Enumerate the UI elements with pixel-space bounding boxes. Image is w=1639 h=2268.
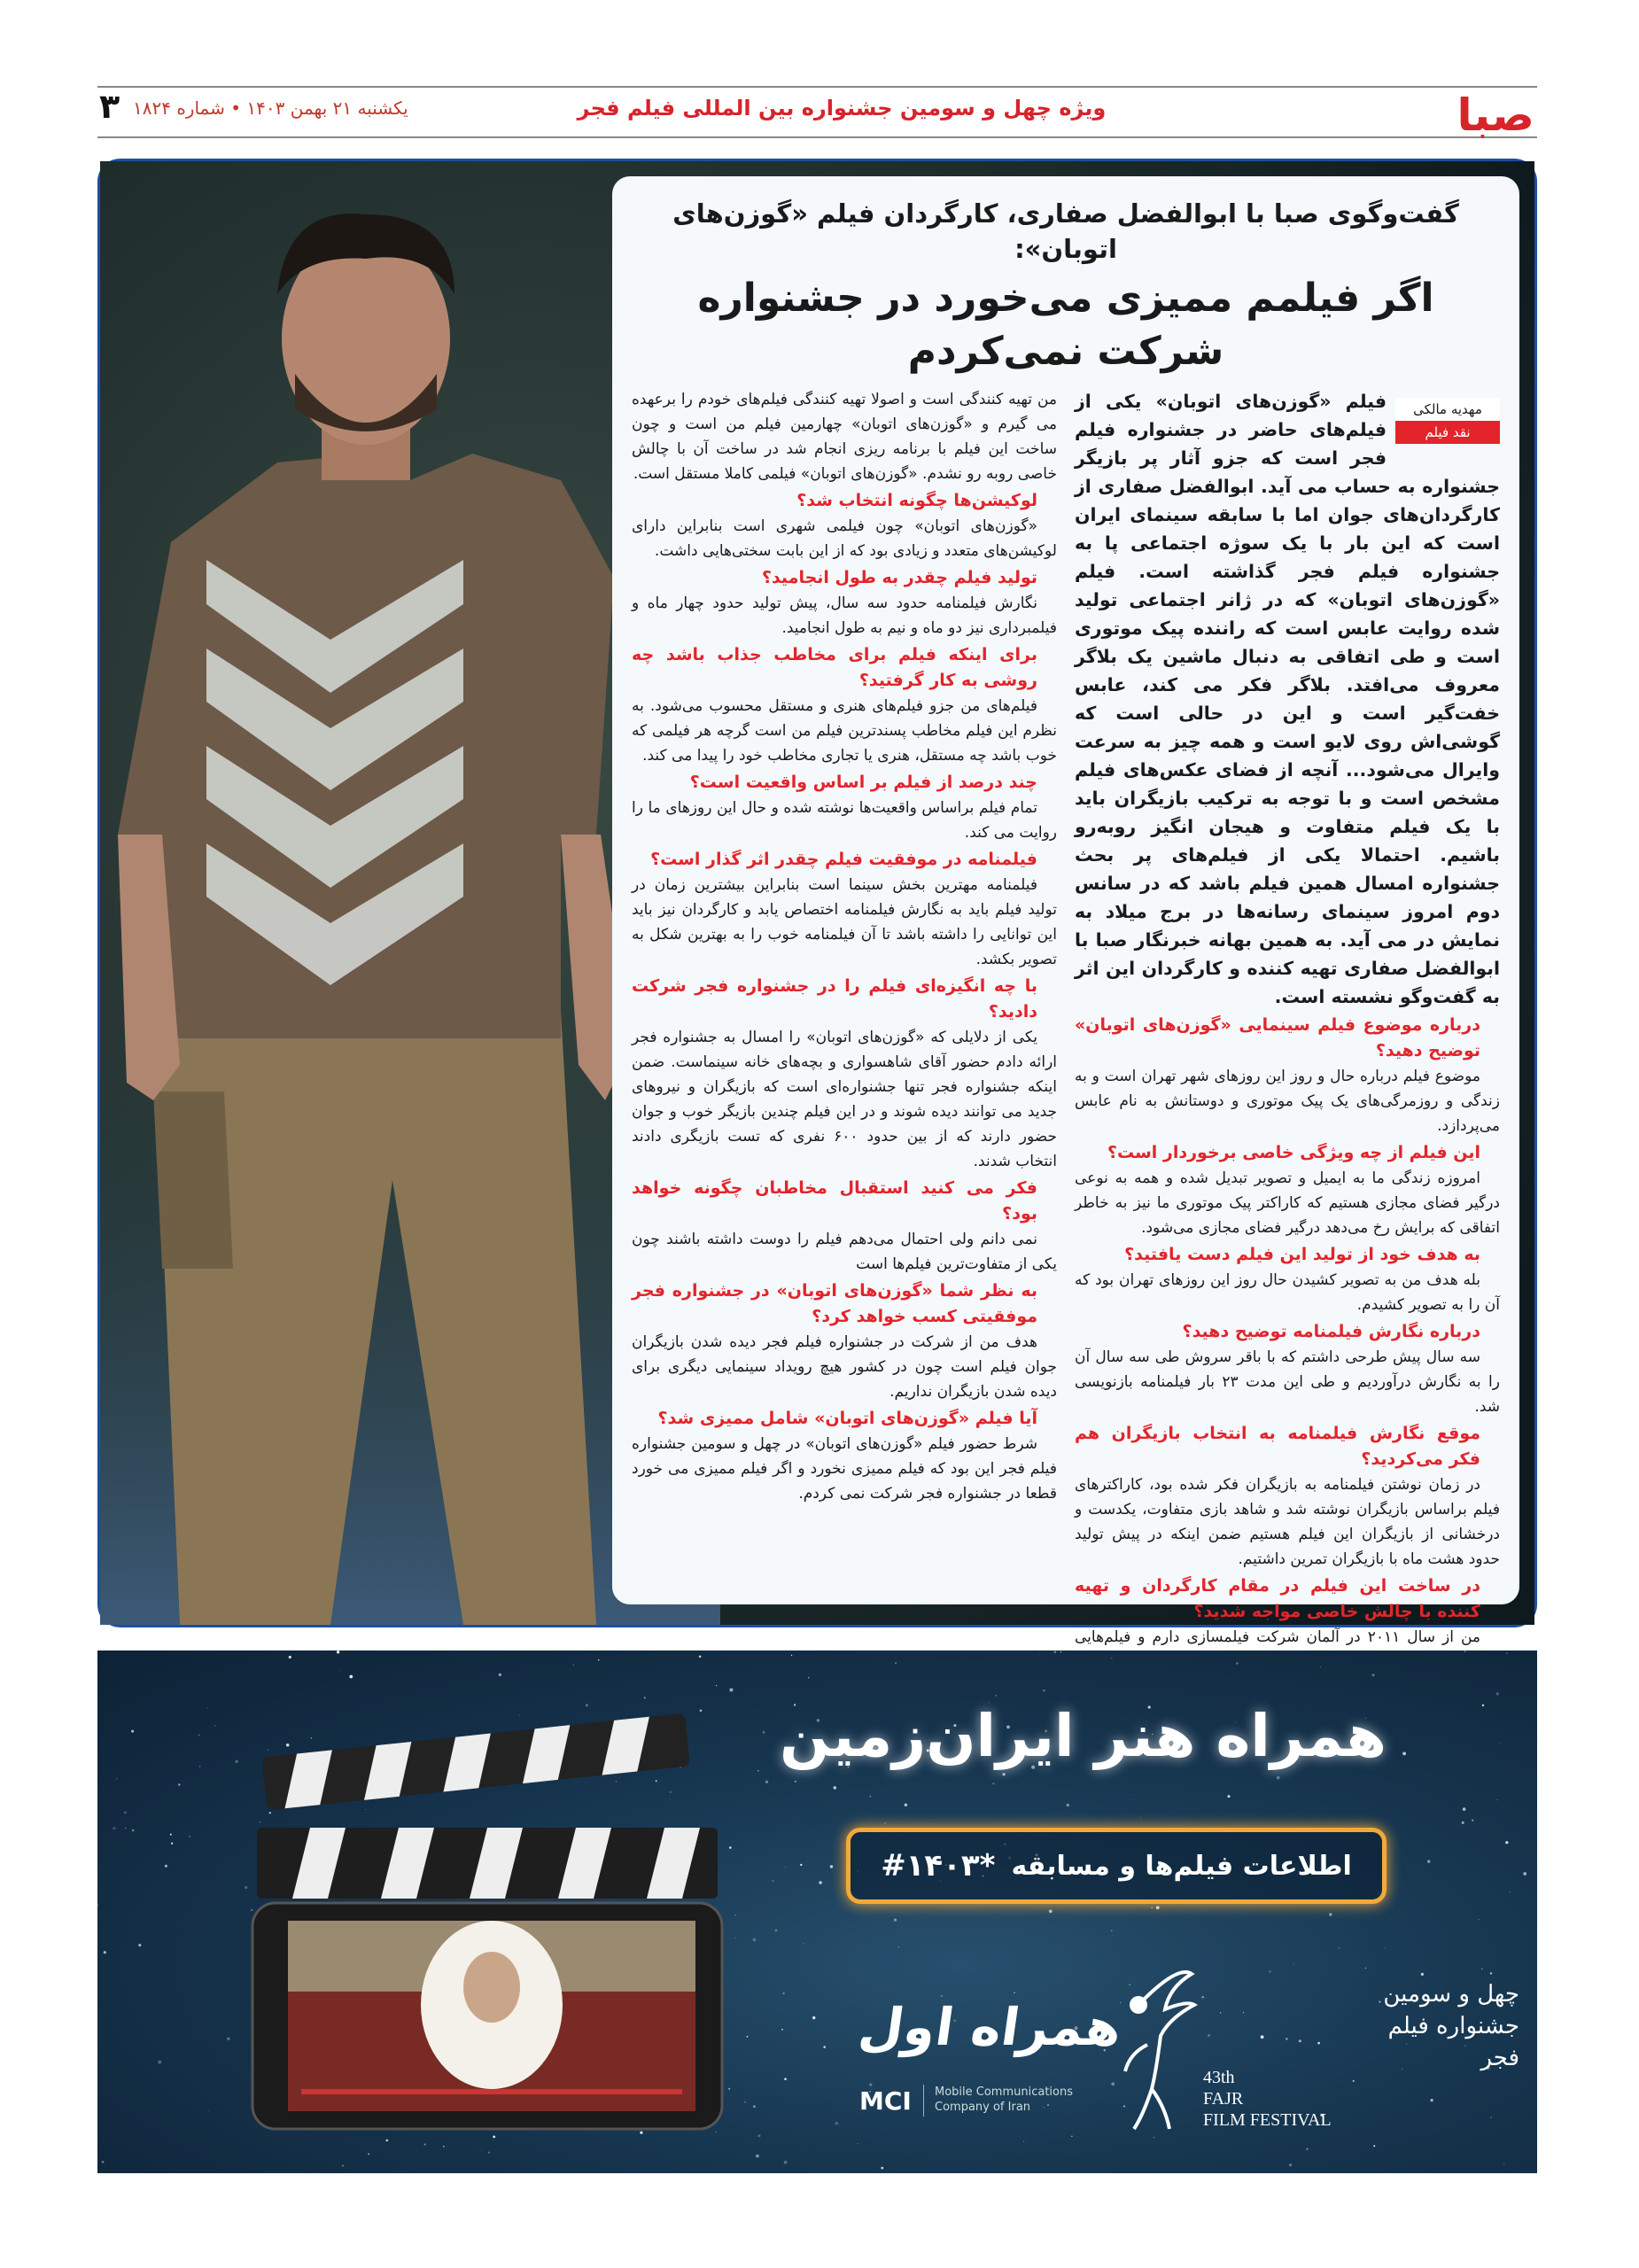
ad-info-label: اطلاعات فیلم‌ها و مسابقه: [1011, 1850, 1352, 1882]
star: [716, 1685, 717, 1686]
star: [481, 2150, 482, 2151]
star: [1156, 1906, 1160, 1909]
star: [1220, 2012, 1221, 2013]
star: [521, 2172, 522, 2173]
star: [1338, 1947, 1340, 1949]
star: [1500, 1743, 1501, 1744]
star: [1464, 1651, 1466, 1652]
star: [386, 2140, 389, 2142]
article-headline: اگر فیلمم ممیزی می‌خورد در جشنواره شرکت نمی‌کردم: [697, 276, 1434, 374]
star: [1269, 1970, 1271, 1973]
right-qa-list: [1075, 1013, 1500, 1674]
star: [992, 1783, 994, 1784]
star: [368, 2154, 369, 2155]
star: [819, 1881, 822, 1884]
star: [753, 2105, 756, 2108]
issue-date: یکشنبه ۲۱ بهمن ۱۴۰۳ • شماره ۱۸۲۴: [133, 97, 408, 119]
interview-question: برای اینکه فیلم برای مخاطب جذاب باشد چه روشی به کار گرفتید؟: [632, 645, 1037, 690]
left-qa-list: [632, 387, 1057, 1506]
star: [138, 1944, 141, 1946]
star: [1111, 2082, 1115, 2085]
star: [894, 1919, 897, 1922]
star: [488, 2152, 490, 2154]
star: [1054, 1651, 1056, 1653]
star: [165, 1865, 167, 1868]
star: [1060, 1651, 1061, 1652]
star: [1317, 2042, 1320, 2045]
interview-question: آیا فیلم «گوزن‌های اتوبان» شامل ممیزی شد؟: [657, 1409, 1037, 1428]
star: [170, 1834, 172, 1836]
star: [800, 1864, 802, 1866]
newspaper-logo[interactable]: صبا: [1456, 89, 1534, 141]
star: [1506, 1652, 1507, 1653]
interview-question: به نظر شما «گوزن‌های اتوبان» در جشنواره فجر موفقیتی کسب خواهد کرد؟: [632, 1281, 1037, 1326]
star: [758, 2134, 761, 2137]
section-title: ویژه چهل و سومین جشنواره بین المللی فیلم فجر: [577, 96, 1107, 120]
fajr-name: FAJR: [1203, 2089, 1244, 2109]
star: [1043, 1689, 1045, 1691]
interview-answer: بله هدف من به تصویر کشیدن حال روز این روزهای تهران بود که آن را به تصویر کشیدم.: [1075, 1271, 1500, 1314]
star: [1286, 2038, 1287, 2039]
star: [905, 1804, 907, 1806]
ad-headline: همراه هنر ایران‌زمین: [780, 1702, 1387, 1770]
interview-question: به هدف خود از تولید این فیلم دست یافتید؟: [1124, 1245, 1480, 1264]
star: [519, 1714, 520, 1715]
star: [178, 1783, 180, 1785]
star: [1039, 1654, 1040, 1655]
star: [171, 1843, 173, 1845]
article-lede: فیلم «گوزن‌های اتوبان» یکی از فیلم‌های حاضر در جشنواره فیلم فجر است که جزو آثار پر بازیگر جشنواره به حساب می آید. ابوالفضل صفاری از کارگردان‌های جوان اما با سابقه سینمای ایران است که این بار با یک سوژه اجتماعی پا به جشنواره فیلم فجر گذاشته است. فیلم «گوزن‌های اتوبان» که در ژانر اجتماعی تولید شده روایت عابس است که راننده پیک موتوری است و طی اتفاقی به دنبال ماشین یک بلاگر معروف می‌افتد. بلاگر فکر می کند، عابس خفت‌گیر است و این در حالی است که گوشی‌اش روی لایو است و همه چیز به سرعت وایرال می‌شود... آنچه از فضای عکس‌های فیلم مشخص است و با توجه به ترکیب بازیگران باید با یک فیلم متفاوت و هیجان انگیز روبه‌رو باشیم. احتمالا یکی از فیلم‌های پر بحث جشنواره امسال همین فیلم باشد که در سانس دوم امروز سینمای رسانه‌ها در برج میلاد به نمایش در می آید. به همین بهانه خبرنگار صبا با ابوالفضل صفاری تهیه کننده و کارگردان این اثر به گفت‌وگو نشسته است.: [1075, 391, 1500, 1007]
fajr-festival-english: [1203, 2067, 1349, 2131]
interview-answer: هدف من از شرکت در جشنواره فیلم فجر دیده شدن بازیگران جوان فیلم است چون در کشور هیچ رویداد سینمایی دیگری برای دیده شدن بازیگران نداریم.: [632, 1333, 1057, 1401]
star: [206, 1707, 207, 1708]
star: [1481, 1969, 1483, 1970]
star: [340, 1670, 341, 1671]
star: [1293, 1964, 1294, 1965]
star: [1431, 2099, 1433, 2101]
star: [1505, 1841, 1508, 1844]
fajr-subtitle: FILM FESTIVAL: [1203, 2110, 1332, 2130]
star: [1071, 2136, 1072, 2137]
star: [1490, 1972, 1492, 1974]
interview-answer: من تهیه کنندگی است و اصولا تهیه کنندگی فیلم‌های خودم را برعهده می گیرم و «گوزن‌های اتوبان» چهارمین فیلم من است و چون ساخت این فیلم با برنامه ریزی انجام شد در ساخت آن با چالش خاصی روبه رو نشدم. «گوزن‌های اتوبان» فیلمی کاملا مستقل است.: [632, 391, 1057, 483]
top-rule: [97, 86, 1537, 88]
advertisement-banner[interactable]: [97, 1651, 1537, 2173]
star: [131, 1730, 134, 1733]
interview-answer: تمام فیلم براساس واقعیت‌ها نوشته شده و حال این روزهای ما را روایت می کند.: [632, 799, 1057, 842]
interview-question: با چه انگیزه‌ای فیلم را در جشنواره فجر شرکت دادید؟: [632, 976, 1037, 1021]
star: [189, 1836, 190, 1837]
article-panel: [612, 176, 1519, 1646]
star: [598, 1659, 600, 1661]
interview-question: درباره موضوع فیلم سینمایی «گوزن‌های اتوبان» توضیح دهید؟: [1075, 1015, 1480, 1060]
ad-code-box[interactable]: [846, 1828, 1387, 1904]
star: [756, 2155, 759, 2158]
interview-answer: سه سال پیش طرحی داشتم که با باقر سروش طی سه سال آن را به نگارش درآوردیم و طی این مدت ۲۳ بار فیلمنامه بازنویسی شد.: [1075, 1348, 1500, 1416]
star: [1490, 2117, 1492, 2118]
star: [881, 2167, 883, 2170]
star: [132, 1829, 135, 1832]
star: [835, 2122, 839, 2125]
star: [747, 2036, 749, 2038]
star: [1503, 2164, 1505, 2166]
star: [125, 1828, 126, 1829]
mci-abbr: MCI: [859, 2086, 912, 2116]
star: [1462, 1821, 1464, 1824]
star: [1427, 1860, 1430, 1862]
interview-answer: شرط حضور فیلم «گوزن‌های اتوبان» در چهل و سومین جشنواره فیلم فجر این بود که فیلم ممیزی نخورد و اگر فیلم ممیزی می خورد قطعا در جشنواره فجر شرکت نمی کردم.: [632, 1435, 1057, 1503]
star: [493, 2136, 495, 2139]
star: [1208, 2034, 1210, 2037]
star: [699, 1656, 702, 1658]
star: [895, 1662, 897, 1664]
interview-answer: فیلم‌های من جزو فیلم‌های هنری و مستقل محسوب می‌شود. به نظرم این فیلم مخاطب پسندترین فیلم من است گرچه هر فیلمی که خوب باشد چه مستقل، هنری یا تجاری مخاطب خود را پیدا می کند.: [632, 697, 1057, 765]
star: [102, 2161, 105, 2163]
interview-answer: در زمان نوشتن فیلمنامه به بازیگران فکر شده بود، کاراکترهای فیلم براساس بازیگران نوشته شد و شاهد بازی متفاوت، یکدست و درخشانی از بازیگران این فیلم هستیم ضمن اینکه در پیش تولید حدود هشت ماه با بازیگران تمرین داشتیم.: [1075, 1476, 1500, 1568]
star: [1261, 2035, 1264, 2039]
star: [337, 1651, 339, 1653]
article-column-right: [1075, 387, 1500, 1646]
star: [443, 2146, 445, 2148]
star: [1472, 1820, 1473, 1821]
article-column-left: [632, 387, 1057, 1590]
star: [116, 1778, 117, 1779]
star: [124, 1811, 127, 1814]
star: [1277, 1776, 1280, 1780]
ad-ussd-code: #۱۴۰۳*: [881, 1848, 996, 1884]
fajr-festival-persian-logo: چهل و سومین جشنواره فیلم فجر: [1383, 1981, 1519, 2071]
star: [700, 1710, 703, 1713]
star: [1307, 2148, 1309, 2150]
star: [869, 1796, 871, 1798]
interview-question: فکر می کنید استقبال مخاطبان چگونه خواهد بود؟: [632, 1178, 1037, 1223]
star: [113, 1827, 115, 1829]
article-columns: [632, 387, 1500, 1646]
star: [1141, 1817, 1142, 1818]
star: [763, 1731, 765, 1733]
interview-answer: نگارش فیلمنامه حدود سه سال، پیش تولید حدود چهار ماه و فیلمبرداری نیز دو ماه و نیم به طول انجامید.: [632, 594, 1057, 637]
star: [808, 1677, 810, 1679]
star: [729, 1689, 733, 1692]
star: [1236, 1662, 1238, 1664]
interview-question: درباره نگارش فیلمنامه توضیح دهید؟: [1182, 1322, 1480, 1341]
logo-divider: [923, 2085, 924, 2117]
interview-question: فیلمنامه در موفقیت فیلم چقدر اثر گذار است؟: [650, 850, 1037, 869]
star: [1510, 1891, 1511, 1892]
star: [784, 2078, 787, 2080]
star: [1421, 1973, 1424, 1976]
star: [644, 1697, 646, 1698]
star: [823, 2046, 826, 2048]
star: [289, 1656, 291, 1658]
star: [227, 2038, 229, 2040]
star: [158, 2061, 161, 2064]
mci-full-name: Mobile Communications Company of Iran: [935, 2085, 1074, 2114]
star: [235, 1760, 237, 1763]
star: [1385, 1947, 1386, 1948]
star: [898, 1946, 899, 1947]
star: [775, 1930, 778, 1932]
star: [1482, 1705, 1484, 1706]
star: [1299, 2039, 1301, 2042]
star: [1463, 1807, 1466, 1811]
star: [1151, 1907, 1153, 1909]
star: [753, 1938, 757, 1942]
clapperboard-tablet-image: [248, 1721, 731, 2133]
star: [198, 1735, 199, 1736]
star: [1023, 2141, 1024, 2142]
article-frame: [97, 159, 1537, 1646]
star: [1373, 2145, 1375, 2147]
star: [1067, 1804, 1069, 1806]
star: [795, 1781, 796, 1783]
star: [104, 1951, 106, 1953]
star: [499, 1674, 501, 1676]
star: [765, 1781, 768, 1783]
star: [1202, 1996, 1204, 1998]
star: [744, 2101, 746, 2103]
star: [781, 2029, 783, 2031]
header-bottom-rule: [97, 136, 1537, 138]
star: [785, 1867, 786, 1868]
star: [782, 1992, 784, 1994]
star: [214, 1725, 215, 1726]
interview-answer: نمی دانم ولی احتمال می‌دهم فیلم را دوست داشته باشند چون یکی از متفاوت‌ترین فیلم‌ها است: [632, 1231, 1057, 1273]
author-name: مهدیه مالکی: [1395, 398, 1500, 421]
byline: [1395, 398, 1500, 444]
fajr-edition: 43th: [1203, 2068, 1235, 2087]
star: [1228, 1795, 1231, 1798]
star: [1049, 1909, 1053, 1913]
star: [342, 2164, 344, 2166]
interview-answer: موضوع فیلم درباره حال و روز این روزهای شهر تهران است و به زندگی و روزمرگی‌های یک پیک موتوری و دوستانش به نام عابس می‌پردازد.: [1075, 1068, 1500, 1135]
star: [834, 1786, 837, 1790]
interview-question: تولید فیلم چقدر به طول انجامید؟: [761, 568, 1037, 587]
hamrah-aval-logo: همراه اول: [855, 1997, 1126, 2057]
star: [1523, 1872, 1526, 1876]
interview-question: در ساخت این فیلم در مقام کارگردان و تهیه کننده با چالش خاصی مواجه شدید؟: [1075, 1576, 1480, 1621]
star: [573, 1665, 574, 1666]
star: [884, 1822, 885, 1823]
interview-question: موقع نگارش فیلمنامه به انتخاب بازیگران هم فکر می‌کردید؟: [1075, 1424, 1480, 1469]
star: [773, 1880, 774, 1882]
star: [1479, 1919, 1480, 1920]
star: [1353, 2080, 1355, 2082]
star: [245, 1886, 247, 1889]
page-number: ۳: [99, 87, 120, 126]
star: [830, 1865, 833, 1868]
star: [1496, 1692, 1499, 1695]
article-subtitle: گفت‌وگوی صبا با ابوالفضل صفاری، کارگردان فیلم «گوزن‌های اتوبان»:: [672, 198, 1459, 264]
interview-question: لوکیشن‌ها چگونه انتخاب شد؟: [796, 491, 1037, 510]
interview-answer: فیلمنامه مهترین بخش سینما است بنابراین بیشترین زمان در تولید فیلم باید به نگارش فیلمنامه اختصاص یابد و کارگردان نیز باید این توانایی را داشته باشد تا آن فیلمنامه خوب را به بهترین شکل به تصویر بکشد.: [632, 876, 1057, 968]
star: [1111, 1930, 1112, 1931]
star: [1329, 1913, 1332, 1915]
star: [757, 1770, 759, 1772]
star: [1243, 2012, 1244, 2013]
interview-question: این فیلم از چه ویژگی خاصی برخوردار است؟: [1107, 1143, 1480, 1162]
star: [199, 1766, 200, 1767]
interview-answer: من از سال ۲۰۱۱ در آلمان شرکت فیلمسازی دارم و فیلم‌هایی: [1075, 1628, 1481, 1646]
star: [812, 2016, 815, 2019]
interview-answer: یکی از دلایلی که «گوزن‌های اتوبان» را امسال به جشنواره فجر ارائه دادم حضور آقای شاهسواری و بچه‌های خانه سینماست. ضمن اینکه جشنواره فجر تنها جشنواره‌ای است که بازیگران و نیروهای جدید می توانند دیده شوند و در این فیلم چندین بازیگر خوب و جوان حضور دارند که از بین حدود ۶۰۰ نفری که تست بازیگری دادند انتخاب شدند.: [632, 1029, 1057, 1170]
interview-answer: «گوزن‌های اتوبان» چون فیلمی شهری است بنابراین دارای لوکیشن‌های متعدد و زیادی بود که از این بابت سختی‌هایی داشت.: [632, 517, 1057, 560]
star: [586, 1704, 588, 1706]
interview-answer: امروزه زندگی ما به ایمیل و تصویر تبدیل شده و همه به نوعی درگیر فضای مجازی هستیم که کاراکتر پیک موتوری ما نیز به خاطر اتفاقی که برایش رخ می‌دهد درگیر فضای مجازی می‌شود.: [1075, 1169, 1500, 1237]
star: [1497, 1799, 1498, 1800]
star: [784, 2161, 788, 2164]
category-tag: نقد فیلم: [1395, 421, 1500, 444]
star: [1372, 1674, 1375, 1676]
simorgh-bird-icon: [1116, 1965, 1196, 2133]
star: [1003, 1773, 1006, 1775]
star: [1289, 2163, 1292, 2166]
star: [803, 1943, 804, 1944]
star: [1402, 1752, 1406, 1756]
star: [1320, 1666, 1321, 1667]
star: [791, 1655, 792, 1656]
star: [424, 2144, 426, 2146]
star: [349, 1675, 353, 1679]
interview-question: چند درصد از فیلم بر اساس واقعیت است؟: [689, 773, 1037, 792]
star: [995, 1695, 997, 1697]
star: [97, 1904, 98, 1906]
star: [1365, 1968, 1366, 1969]
star: [208, 2110, 209, 2111]
